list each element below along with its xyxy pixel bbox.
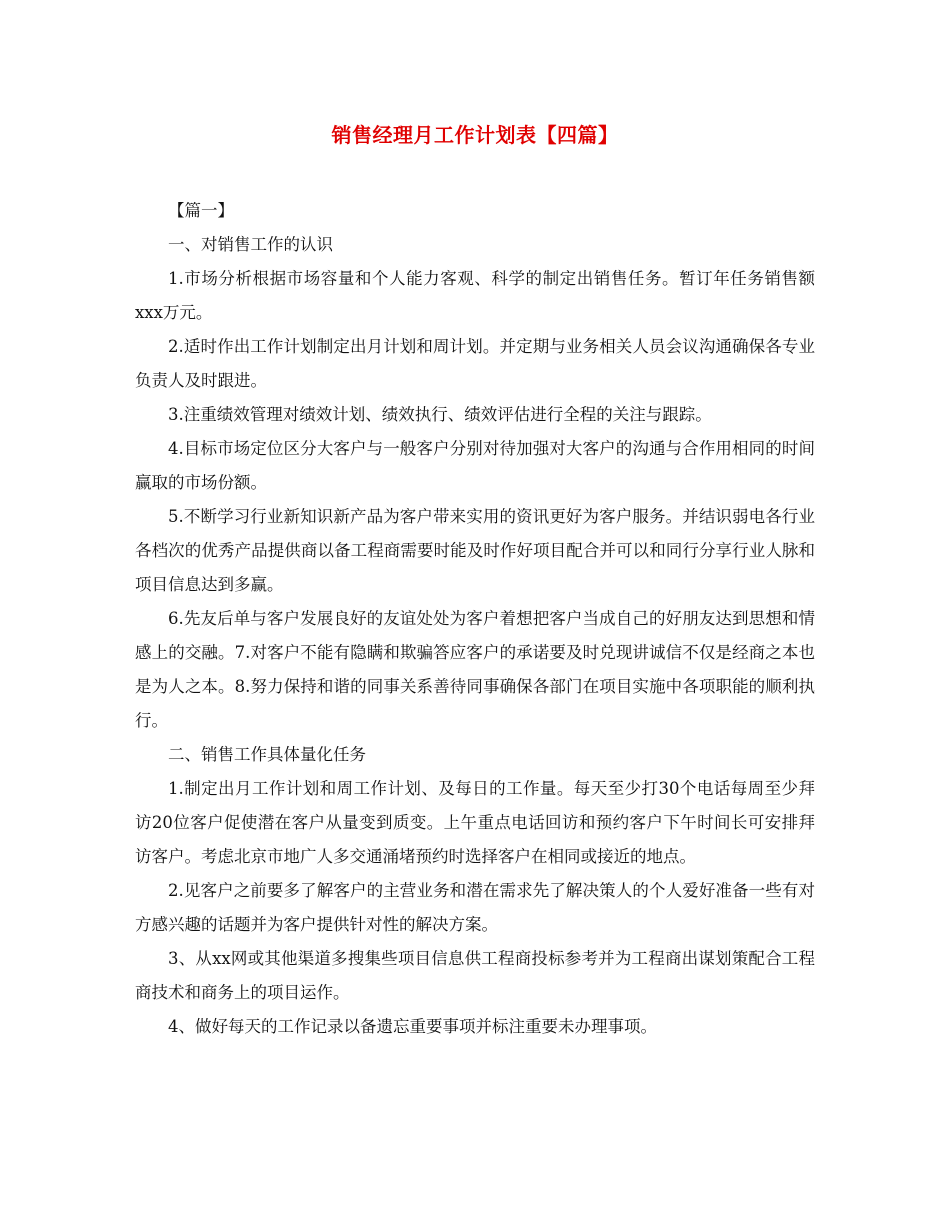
paragraph: 1.制定出月工作计划和周工作计划、及每日的工作量。每天至少打30个电话每周至少拜访20位客户促使潜在客户从量变到质变。上午重点电话回访和预约客户下午时间长可安排拜访客户。考虑北京市地广人多交通涌堵预约时选择客户在相同或接近的地点。 (135, 779, 815, 866)
paragraph: 3、从xx网或其他渠道多搜集些项目信息供工程商投标参考并为工程商出谋划策配合工程商技术和商务上的项目运作。 (135, 949, 815, 1002)
paragraph: 4.目标市场定位区分大客户与一般客户分别对待加强对大客户的沟通与合作用相同的时间赢取的市场份额。 (135, 439, 815, 492)
section-heading-part-one: 【篇一】 (168, 201, 234, 220)
paragraph: 4、做好每天的工作记录以备遗忘重要事项并标注重要未办理事项。 (168, 1017, 657, 1036)
paragraph: 1.市场分析根据市场容量和个人能力客观、科学的制定出销售任务。暂订年任务销售额xxx万元。 (135, 269, 815, 322)
document-title: 销售经理月工作计划表【四篇】 (331, 123, 619, 147)
paragraph: 2.见客户之前要多了解客户的主营业务和潜在需求先了解决策人的个人爱好准备一些有对方感兴趣的话题并为客户提供针对性的解决方案。 (135, 881, 815, 934)
paragraph: 2.适时作出工作计划制定出月计划和周计划。并定期与业务相关人员会议沟通确保各专业负责人及时跟进。 (135, 337, 815, 390)
document-body (135, 194, 815, 1044)
paragraph: 6.先友后单与客户发展良好的友谊处处为客户着想把客户当成自己的好朋友达到思想和情感上的交融。7.对客户不能有隐瞒和欺骗答应客户的承诺要及时兑现讲诚信不仅是经商之本也是为人之本。8.努力保持和谐的同事关系善待同事确保各部门在项目实施中各项职能的顺利执行。 (135, 609, 815, 730)
section-heading-understanding: 一、对销售工作的认识 (168, 235, 333, 254)
paragraph: 5.不断学习行业新知识新产品为客户带来实用的资讯更好为客户服务。并结识弱电各行业各档次的优秀产品提供商以备工程商需要时能及时作好项目配合并可以和同行分享行业人脉和项目信息达到多赢。 (135, 507, 815, 594)
section-heading-quantified-tasks: 二、销售工作具体量化任务 (168, 745, 366, 764)
paragraph: 3.注重绩效管理对绩效计划、绩效执行、绩效评估进行全程的关注与跟踪。 (168, 405, 712, 424)
